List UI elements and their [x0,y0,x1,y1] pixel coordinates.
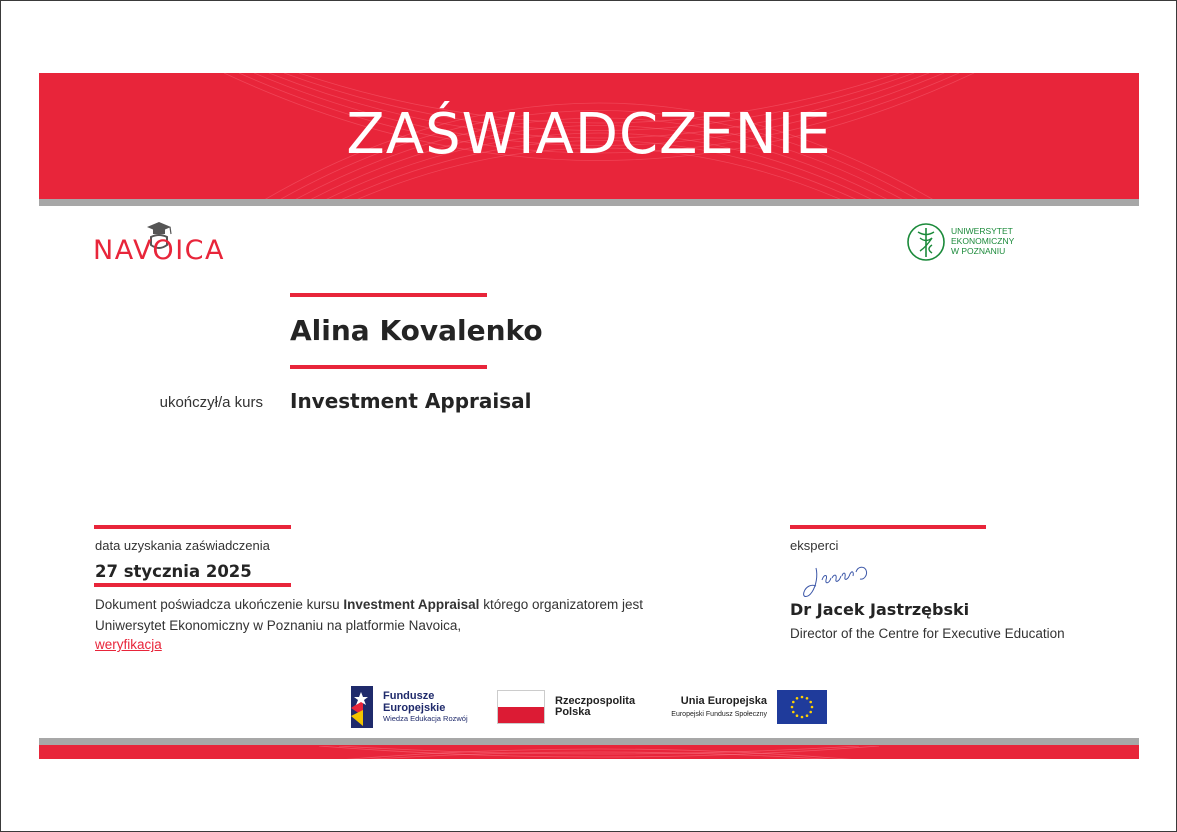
document-statement [95,594,695,636]
fundusze-star-icon [349,686,377,728]
name-bottom-rule [290,365,487,369]
eu-subtitle: Europejski Fundusz Społeczny [671,711,767,718]
navoica-wordmark: NAVOICA [93,235,225,266]
footer-guilloche-pattern [39,746,1139,759]
statement-part-1: Dokument poświadcza ukończenie kursu [95,597,344,612]
expert-name: Dr Jacek Jastrzębski [790,600,970,619]
university-name [951,226,1014,256]
footer-red-band [39,745,1139,759]
completed-course-label: ukończył/a kurs [159,394,263,411]
rp-line1: Rzeczpospolita [555,695,636,707]
expert-role: Director of the Centre for Executive Education [790,626,1065,641]
fundusze-europejskie-logo [349,686,479,730]
flag-white-half [498,691,544,707]
rzeczpospolita-text [555,696,635,718]
fundusze-line1: Fundusze [383,690,435,702]
flag-red-half [498,707,544,723]
verification-link[interactable]: weryfikacja [95,637,162,652]
name-top-rule [290,293,487,297]
footer-gray-strip [39,738,1139,745]
certificate-title: ZAŚWIADCZENIE [346,102,832,167]
fundusze-tagline: Wiedza Edukacja Rozwój [383,714,468,723]
date-label: data uzyskania zaświadczenia [95,538,270,553]
expert-signature [798,562,882,600]
university-name-line1: UNIWERSYTET [951,226,1013,236]
header-banner [39,73,1139,199]
date-bottom-rule [94,583,291,587]
eu-title: Unia Europejska [680,695,767,707]
university-caduceus-icon [906,221,946,263]
university-name-line2: EKONOMICZNY [951,236,1015,246]
course-title: Investment Appraisal [290,389,532,413]
date-top-rule [94,525,291,529]
fundusze-title [383,690,445,714]
experts-top-rule [790,525,986,529]
header-gray-strip [39,199,1139,206]
university-name-line3: W POZNANIU [951,246,1006,256]
statement-part-2: którego organizatorem jest Uniwersytet Ekonomiczny w Poznaniu na platformie Navoica, [95,597,644,633]
issue-date: 27 stycznia 2025 [95,562,252,581]
recipient-name: Alina Kovalenko [290,314,543,347]
rp-line2: Polska [555,706,591,718]
statement-course-name: Investment Appraisal [343,597,480,612]
navoica-logo [93,221,243,267]
unia-europejska-logo [665,690,827,726]
university-logo [906,221,1026,265]
rzeczpospolita-polska-logo [497,690,647,726]
eu-flag-icon [777,690,827,724]
fundusze-line2: Europejskie [383,702,446,714]
experts-label: eksperci [790,538,839,553]
polish-flag-icon [497,690,545,724]
